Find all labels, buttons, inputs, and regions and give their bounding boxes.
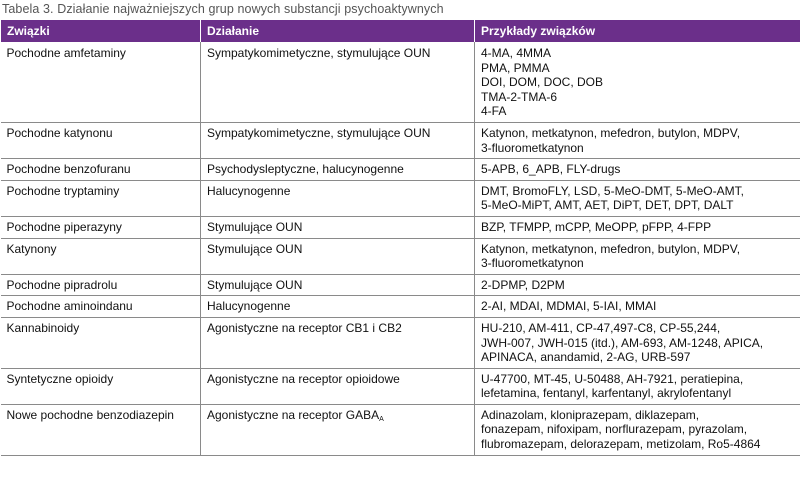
table-row	[1, 317, 800, 368]
example-line: 2-AI, MDAI, MDMAI, 5-IAI, MMAI	[481, 299, 657, 314]
cell-examples	[475, 216, 800, 238]
example-line: 3-fluorometkatynon	[481, 256, 584, 271]
example-line: Adinazolam, kloniprazepam, diklazepam,	[481, 407, 700, 422]
cell-action	[201, 122, 475, 158]
cell-action-text: Stymulujące OUN	[207, 241, 303, 256]
cell-examples	[475, 368, 800, 404]
table-header-row	[1, 20, 800, 42]
cell-action	[201, 368, 475, 404]
cell-action	[201, 159, 475, 181]
example-line: 4-MA, 4MMA	[481, 46, 552, 60]
table-row	[1, 296, 800, 318]
example-line: 5-MeO-MiPT, AMT, AET, DiPT, DET, DPT, DALT	[481, 198, 734, 213]
cell-compound: Katynony	[1, 238, 201, 274]
cell-action	[201, 404, 475, 455]
cell-action	[201, 180, 475, 216]
cell-examples	[475, 238, 800, 274]
cell-compound: Pochodne benzofuranu	[1, 159, 201, 181]
example-line: 4-FA	[481, 104, 507, 119]
cell-examples	[475, 180, 800, 216]
cell-action-text: Agonistyczne na receptor CB1 i CB2	[207, 320, 402, 335]
example-line: HU-210, AM-411, CP-47,497-C8, CP-55,244,	[481, 320, 721, 335]
cell-action	[201, 238, 475, 274]
cell-compound: Nowe pochodne benzodiazepin	[1, 404, 201, 455]
example-line: U-47700, MT-45, U-50488, AH-7921, peratiepina,	[481, 371, 744, 386]
table-row	[1, 216, 800, 238]
cell-compound: Pochodne katynonu	[1, 122, 201, 158]
example-line: JWH-007, JWH-015 (itd.), AM-693, AM-1248, APICA,	[481, 335, 764, 350]
cell-action-text: Stymulujące OUN	[207, 277, 303, 292]
example-line: lefetamina, fentanyl, karfentanyl, akrylofentanyl	[481, 386, 732, 401]
substances-table	[0, 20, 800, 456]
cell-action-text: Agonistyczne na receptor GABA	[207, 407, 380, 422]
cell-compound: Pochodne amfetaminy	[1, 42, 201, 122]
table-row	[1, 368, 800, 404]
header-examples: Przykłady związków	[475, 20, 800, 42]
cell-compound: Pochodne piperazyny	[1, 216, 201, 238]
example-line: 3-fluorometkatynon	[481, 140, 584, 155]
table-row	[1, 122, 800, 158]
example-line: DOI, DOM, DOC, DOB	[481, 75, 604, 90]
cell-compound: Pochodne tryptaminy	[1, 180, 201, 216]
cell-examples	[475, 404, 800, 455]
example-line: Katynon, metkatynon, mefedron, butylon, MDPV,	[481, 241, 741, 256]
table-row	[1, 42, 800, 122]
example-line: BZP, TFMPP, mCPP, MeOPP, pFPP, 4-FPP	[481, 219, 712, 234]
cell-action-text: Agonistyczne na receptor opioidowe	[207, 371, 400, 386]
table-row	[1, 159, 800, 181]
cell-action-text: Halucynogenne	[207, 183, 291, 198]
cell-action-text: Psychodysleptyczne, halucynogenne	[207, 162, 404, 177]
example-line: TMA-2-TMA-6	[481, 89, 557, 104]
cell-examples	[475, 317, 800, 368]
cell-action-text: Halucynogenne	[207, 299, 291, 314]
cell-action	[201, 296, 475, 318]
table-row	[1, 180, 800, 216]
example-line: PMA, PMMA	[481, 60, 550, 75]
cell-compound: Kannabinoidy	[1, 317, 201, 368]
cell-examples	[475, 42, 800, 122]
cell-action	[201, 317, 475, 368]
cell-compound: Pochodne pipradrolu	[1, 274, 201, 296]
cell-examples	[475, 122, 800, 158]
example-line: Katynon, metkatynon, mefedron, butylon, MDPV,	[481, 125, 741, 140]
cell-action-subscript: A	[379, 415, 384, 423]
header-compounds: Związki	[1, 20, 201, 42]
cell-action-text: Sympatykomimetyczne, stymulujące OUN	[207, 46, 431, 60]
example-line: DMT, BromoFLY, LSD, 5-MeO-DMT, 5-MeO-AMT,	[481, 183, 744, 198]
cell-examples	[475, 159, 800, 181]
example-line: APINACA, anandamid, 2-AG, URB-597	[481, 350, 691, 365]
cell-action	[201, 42, 475, 122]
cell-action	[201, 216, 475, 238]
table-row	[1, 238, 800, 274]
table-caption: Tabela 3. Działanie najważniejszych grup nowych substancji psychoaktywnych	[2, 2, 444, 16]
cell-action	[201, 274, 475, 296]
example-line: 2-DPMP, D2PM	[481, 277, 565, 292]
example-line: flubromazepam, delorazepam, metizolam, Ro5-4864	[481, 437, 761, 452]
cell-compound: Pochodne aminoindanu	[1, 296, 201, 318]
cell-examples	[475, 296, 800, 318]
header-action: Działanie	[201, 20, 475, 42]
table-row	[1, 274, 800, 296]
cell-action-text: Stymulujące OUN	[207, 219, 303, 234]
cell-action-text: Sympatykomimetyczne, stymulujące OUN	[207, 125, 431, 140]
example-line: 5-APB, 6_APB, FLY-drugs	[481, 162, 621, 177]
example-line: fonazepam, nifoxipam, norflurazepam, pyrazolam,	[481, 422, 748, 437]
cell-examples	[475, 274, 800, 296]
cell-compound: Syntetyczne opioidy	[1, 368, 201, 404]
table-row	[1, 404, 800, 455]
